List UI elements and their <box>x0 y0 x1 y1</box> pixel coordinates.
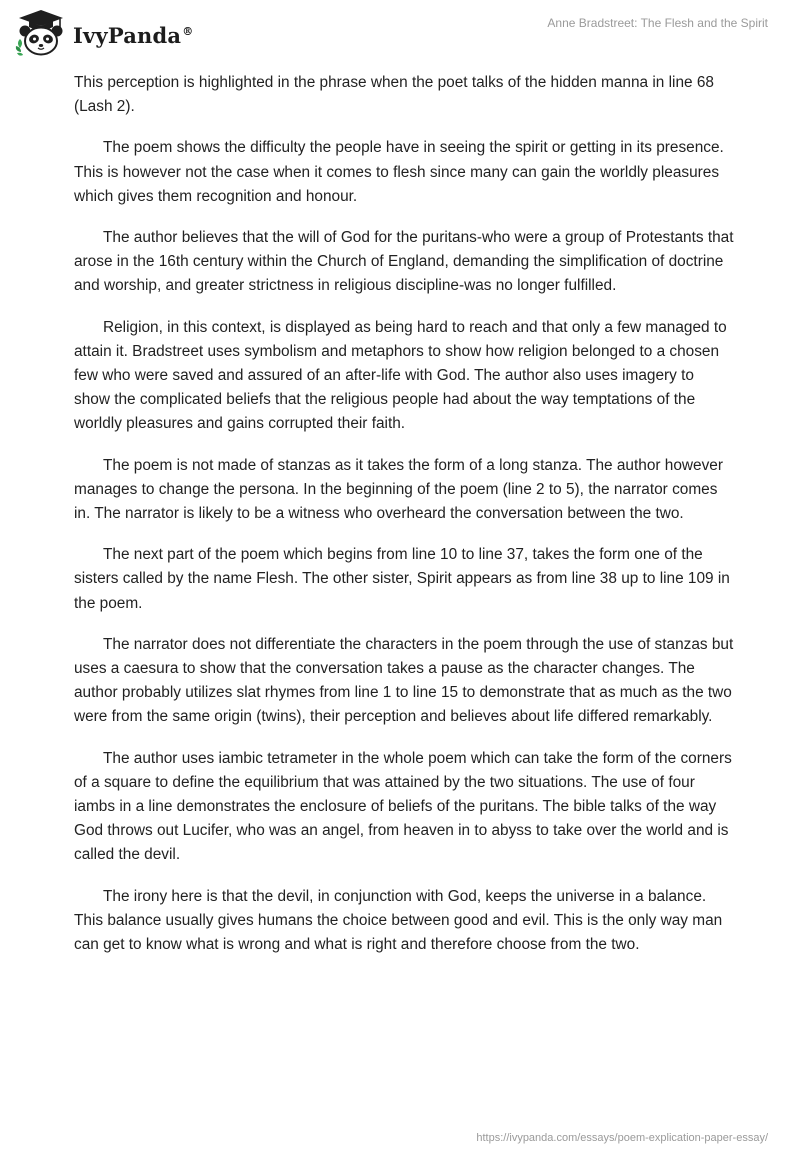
paragraph: The author uses iambic tetrameter in the whole poem which can take the form of the corners of a square to define the equilibrium that was attained by the two situations. The use of four iambs in a line demonstrates the enclosure of beliefs of the puritans. The bible talks of the way God throws out Lucifer, who was an angel, from heaven in to abyss to take over the world and is called the devil. <box>74 749 732 864</box>
essay-body <box>74 71 734 974</box>
paragraph: The narrator does not differentiate the characters in the poem through the use of stanzas but uses a caesura to show that the conversation takes a pause as the character changes. The author probably utilizes slat rhymes from line 1 to line 15 to demonstrate that as much as the two were from the same origin (twins), their perception and believes about life differed remarkably. <box>74 635 734 726</box>
source-url[interactable]: https://ivypanda.com/essays/poem-explication-paper-essay/ <box>476 1132 768 1144</box>
brand-name: IvyPanda® <box>73 22 194 48</box>
paragraph: The next part of the poem which begins from line 10 to line 37, takes the form one of the sisters called by the name Flesh. The other sister, Spirit appears as from line 38 up to line 109 in the poem. <box>74 546 730 612</box>
panda-graduate-icon <box>14 8 68 58</box>
registered-mark: ® <box>182 24 194 38</box>
paragraph: This perception is highlighted in the phrase when the poet talks of the hidden manna in line 68 (Lash 2). <box>74 74 714 116</box>
paragraph: The poem is not made of stanzas as it takes the form of a long stanza. The author however manages to change the persona. In the beginning of the poem (line 2 to 5), the narrator comes in. The narrator is likely to be a witness who overheard the conversation between the two. <box>74 456 723 523</box>
document-title: Anne Bradstreet: The Flesh and the Spirit <box>547 16 768 30</box>
ivypanda-logo[interactable] <box>14 8 193 58</box>
paragraph: Religion, in this context, is displayed as being hard to reach and that only a few managed to attain it. Bradstreet uses symbolism and metaphors to show how religion belonged to a chosen few who were saved and assured of an after-life with God. The author also uses imagery to show the complicated beliefs that the religious people had about the way temptations of the worldly pleasures and gains corrupted their faith. <box>74 318 727 433</box>
page-header <box>0 0 800 70</box>
paragraph: The poem shows the difficulty the people have in seeing the spirit or getting in its presence. This is however not the case when it comes to flesh since many can gain the worldly pleasures which gives them recognition and honour. <box>74 139 724 205</box>
paragraph: The irony here is that the devil, in conjunction with God, keeps the universe in a balance. This balance usually gives humans the choice between good and evil. This is the only way man can get to know what is wrong and what is right and therefore choose from the two. <box>74 887 723 954</box>
paragraph: The author believes that the will of God for the puritans-who were a group of Protestants that arose in the 16th century within the Church of England, demanding the simplification of doctrine and worship, and greater strictness in religious discipline-was no longer fulfilled. <box>74 229 734 295</box>
